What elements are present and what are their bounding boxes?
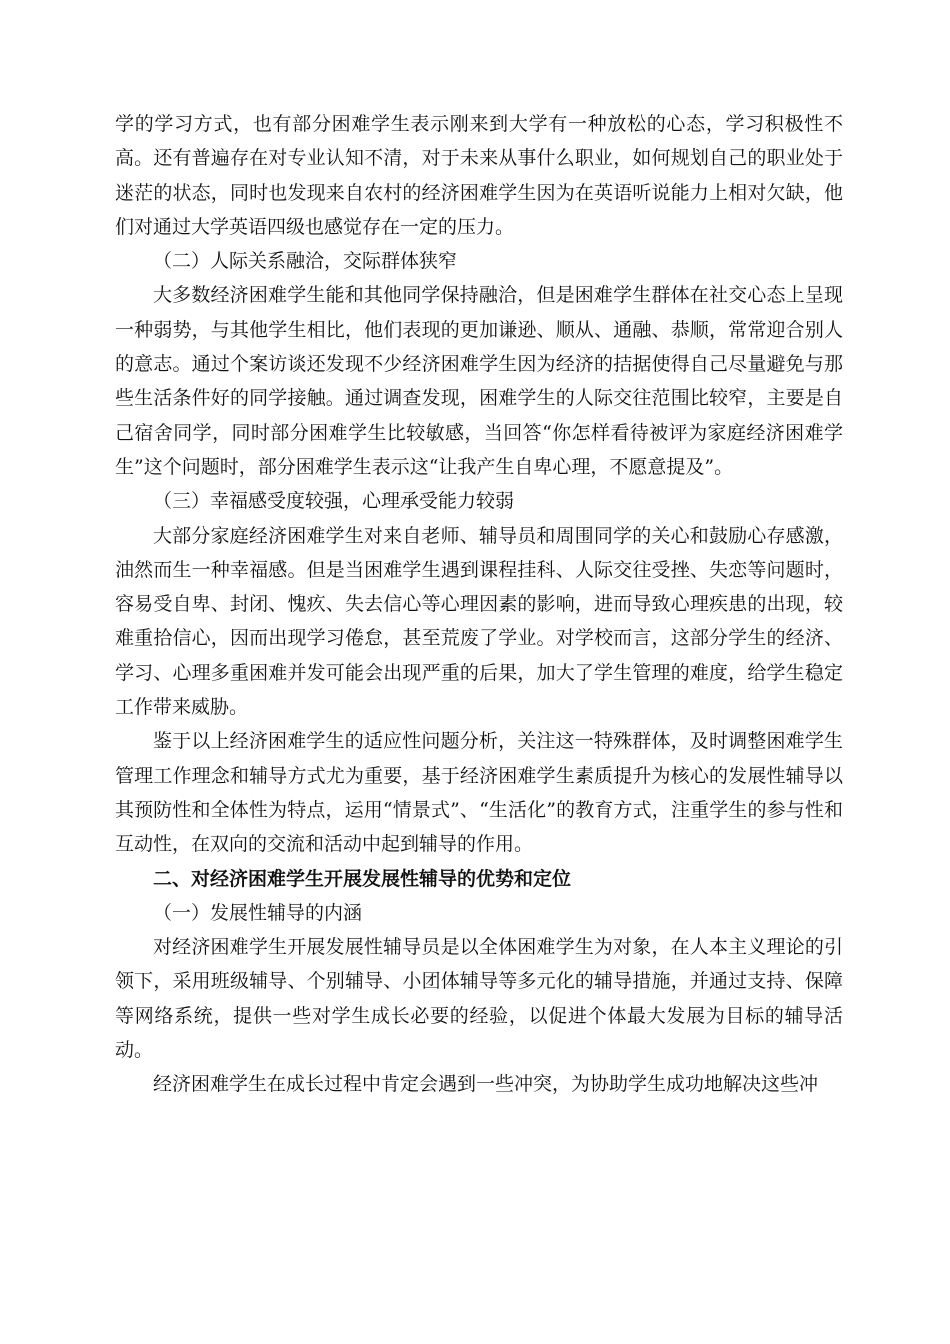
section-heading-two: 二、对经济困难学生开展发展性辅导的优势和定位 xyxy=(153,867,572,890)
subheading-connotation: （一）发展性辅导的内涵 xyxy=(153,901,363,924)
subheading-interpersonal: （二）人际关系融洽，交际群体狭窄 xyxy=(153,250,458,273)
document-page xyxy=(115,107,843,1102)
paragraph-conflict: 经济困难学生在成长过程中肯定会遇到一些冲突，为协助学生成功地解决这些冲 xyxy=(153,1073,819,1096)
paragraph-interpersonal: 大多数经济困难学生能和其他同学保持融洽，但是困难学生群体在社交心态上呈现一种弱势，与其他学生相比，他们表现的更加谦逊、顺从、通融、恭顺，常常迎合别人的意志。通过个案访谈还发现不少经济困难学生因为经济的拮据使得自己尽量避免与那些生活条件好的同学接触。通过调查发现，困难学生的人际交往范围比较窄，主要是自己宿舍同学，同时部分困难学生比较敏感，当回答“你怎样看待被评为家庭经济困难学生”这个问题时，部分困难学生表示这“让我产生自卑心理，不愿意提及”。 xyxy=(115,284,843,478)
paragraph-summary: 鉴于以上经济困难学生的适应性问题分析，关注这一特殊群体，及时调整困难学生管理工作理念和辅导方式尤为重要，基于经济困难学生素质提升为核心的发展性辅导以其预防性和全体性为特点，运用“情景式”、“生活化”的教育方式，注重学生的参与性和互动性，在双向的交流和活动中起到辅导的作用。 xyxy=(115,730,843,856)
subheading-happiness: （三）幸福感受度较强，心理承受能力较弱 xyxy=(153,490,515,513)
paragraph-continued: 学的学习方式，也有部分困难学生表示刚来到大学有一种放松的心态，学习积极性不高。还有普遍存在对专业认知不清，对于未来从事什么职业，如何规划自己的职业处于迷茫的状态，同时也发现来自农村的经济困难学生因为在英语听说能力上相对欠缺，他们对通过大学英语四级也感觉存在一定的压力。 xyxy=(115,113,843,238)
paragraph-connotation: 对经济困难学生开展发展性辅导员是以全体困难学生为对象，在人本主义理论的引领下，采用班级辅导、个别辅导、小团体辅导等多元化的辅导措施，并通过支持、保障等网络系统，提供一些对学生成长必要的经验，以促进个体最大发展为目标的辅导活动。 xyxy=(115,936,843,1062)
paragraph-happiness: 大部分家庭经济困难学生对来自老师、辅导员和周围同学的关心和鼓励心存感激，油然而生一种幸福感。但是当困难学生遇到课程挂科、人际交往受挫、失恋等问题时，容易受自卑、封闭、愧疚、失去信心等心理因素的影响，进而导致心理疾患的出现，较难重拾信心，因而出现学习倦怠，甚至荒废了学业。对学校而言，这部分学生的经济、学习、心理多重困难并发可能会出现严重的后果，加大了学生管理的难度，给学生稳定工作带来威胁。 xyxy=(115,524,843,719)
